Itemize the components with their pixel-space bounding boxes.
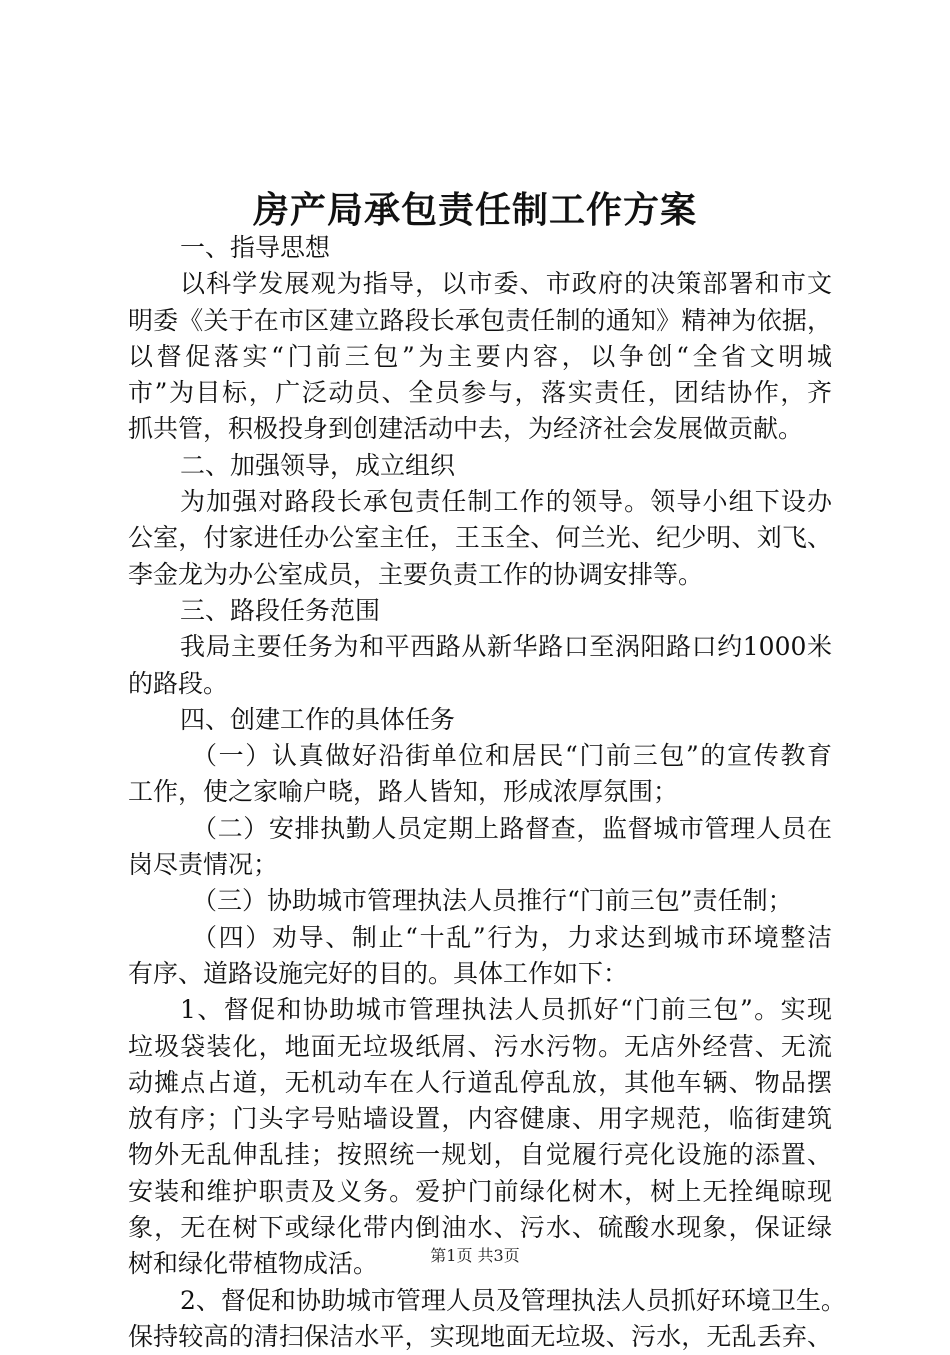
paragraph-line: 以科学发展观为指导，以市委、市政府的决策部署和市文	[180, 269, 832, 299]
paragraph-line: 我局主要任务为和平西路从新华路口至涡阳路口约1000米	[180, 632, 832, 662]
paragraph-line: 李金龙为办公室成员，主要负责工作的协调安排等。	[128, 559, 704, 589]
paragraph-line: （一）认真做好沿街单位和居民“门前三包”的宣传教育	[192, 741, 832, 771]
paragraph-line: 保持较高的清扫保洁水平，实现地面无垃圾、污水，无乱丢弃、	[128, 1321, 832, 1351]
paragraph-line: 的路段。	[128, 668, 229, 698]
paragraph-line: 树和绿化带植物成活。	[128, 1249, 379, 1279]
paragraph-line: （三）协助城市管理执法人员推行“门前三包”责任制；	[192, 886, 793, 916]
paragraph-line: （四）劝导、制止“十乱”行为，力求达到城市环境整洁	[192, 922, 832, 952]
paragraph-line: 安装和维护职责及义务。爱护门前绿化树木，树上无拴绳晾现	[128, 1176, 832, 1206]
paragraph-line: 以督促落实“门前三包”为主要内容，以争创“全省文明城	[128, 341, 832, 371]
paragraph-line: 有序、道路设施完好的目的。具体工作如下：	[128, 958, 629, 988]
paragraph-line: 岗尽责情况；	[128, 850, 279, 880]
paragraph-line: 抓共管，积极投身到创建活动中去，为经济社会发展做贡献。	[128, 414, 804, 444]
page-number-footer: 第1页 共3页	[430, 1246, 520, 1265]
document-body	[128, 230, 846, 1355]
paragraph-line: 象，无在树下或绿化带内倒油水、污水、硫酸水现象，保证绿	[128, 1213, 832, 1243]
section-heading: 二、加强领导，成立组织	[180, 450, 456, 480]
paragraph-line: 1、督促和协助城市管理执法人员抓好“门前三包”。实现	[180, 995, 832, 1025]
paragraph-line: 动摊点占道，无机动车在人行道乱停乱放，其他车辆、物品摆	[128, 1067, 832, 1097]
section-heading: 三、路段任务范围	[180, 595, 381, 625]
paragraph-line: 放有序；门头字号贴墙设置，内容健康、用字规范，临街建筑	[128, 1104, 832, 1134]
paragraph-line: 为加强对路段长承包责任制工作的领导。领导小组下设办	[180, 487, 832, 517]
paragraph-line: 市”为目标，广泛动员、全员参与，落实责任，团结协作，齐	[128, 378, 832, 408]
paragraph-line: 公室，付家进任办公室主任，王玉全、何兰光、纪少明、刘飞、	[128, 523, 832, 553]
paragraph-line: 2、督促和协助城市管理人员及管理执法人员抓好环境卫生。	[180, 1285, 846, 1315]
paragraph-line: 工作，使之家喻户晓，路人皆知，形成浓厚氛围；	[128, 777, 679, 807]
section-heading: 一、指导思想	[180, 233, 331, 262]
paragraph-line: 垃圾袋装化，地面无垃圾纸屑、污水污物。无店外经营、无流	[128, 1031, 832, 1061]
paragraph-line: 明委《关于在市区建立路段长承包责任制的通知》精神为依据，	[128, 305, 832, 335]
section-heading: 四、创建工作的具体任务	[180, 704, 456, 734]
document-title: 房产局承包责任制工作方案	[252, 189, 697, 231]
paragraph-line: 物外无乱伸乱挂；按照统一规划，自觉履行亮化设施的添置、	[128, 1140, 832, 1170]
paragraph-line: （二）安排执勤人员定期上路督查，监督城市管理人员在	[192, 813, 832, 843]
